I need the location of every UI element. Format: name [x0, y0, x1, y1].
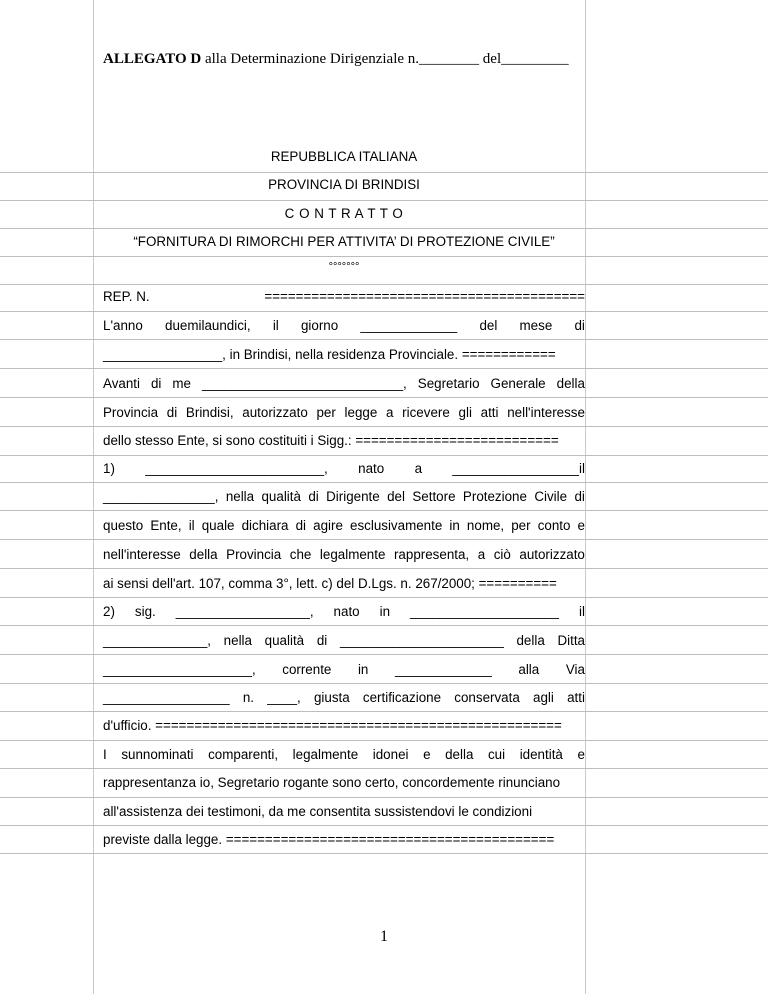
rule-line [0, 625, 768, 626]
rule-line [0, 339, 768, 340]
word: legalmente [292, 747, 359, 762]
word: di [295, 518, 307, 533]
rule-line [0, 510, 768, 511]
word: ricevere [402, 405, 450, 420]
word: della [189, 547, 218, 562]
word: legge [344, 405, 378, 420]
word: della [556, 376, 585, 391]
word: del [387, 489, 405, 504]
word: a [386, 405, 394, 420]
body-line-17: rappresentanza io, Segretario rogante sono certo, concordemente rinunciano [103, 775, 561, 790]
word: a [477, 547, 486, 562]
word: 2) [103, 604, 115, 619]
rule-line [0, 426, 768, 427]
word: questo [103, 518, 144, 533]
blank-field: ______________, [103, 633, 211, 648]
word: in [357, 662, 369, 677]
word: Dirigente [326, 489, 380, 504]
rule-line [0, 797, 768, 798]
word: alla [518, 662, 540, 677]
word: e [577, 518, 585, 533]
word: Protezione [462, 489, 527, 504]
word: rappresenta, [393, 547, 470, 562]
body-line-13 [103, 662, 585, 678]
rep-fill: ========================================= [264, 289, 585, 304]
rule-line [0, 768, 768, 769]
blank-field: ____________________, [103, 662, 256, 677]
blank-field: ___________________________, [201, 376, 407, 391]
blank-field: _______________, [103, 489, 219, 504]
body-line-15: d'ufficio. ==================================================== [103, 718, 562, 733]
word: di [166, 405, 178, 420]
word: giorno [300, 318, 339, 333]
word: Provincia [103, 405, 159, 420]
word: nell'interesse [507, 405, 585, 420]
word: L'anno [103, 318, 143, 333]
body-line-14 [103, 690, 585, 706]
rule-line [0, 853, 768, 854]
word: a [414, 461, 423, 476]
rule-line [0, 455, 768, 456]
word: conto [537, 518, 571, 533]
body-line-3 [103, 376, 585, 392]
word: duemilaundici, [165, 318, 251, 333]
word: quale [201, 518, 235, 533]
word: nell'interesse [103, 547, 181, 562]
word: nome, [466, 518, 505, 533]
word: del [479, 318, 498, 333]
rule-line [0, 711, 768, 712]
word: Ente, [150, 518, 182, 533]
word: e [423, 747, 431, 762]
word: della [516, 633, 545, 648]
left-margin-line [93, 0, 94, 994]
word: agire [313, 518, 343, 533]
rule-line [0, 172, 768, 173]
word: nella [223, 633, 252, 648]
word: atti [567, 690, 585, 705]
word: 1) [103, 461, 115, 476]
rule-line [0, 397, 768, 398]
republic-title: REPUBBLICA ITALIANA [270, 149, 418, 164]
word: che [289, 547, 312, 562]
word: Generale [490, 376, 546, 391]
word: di [574, 489, 585, 504]
word: Via [565, 662, 585, 677]
rule-line [0, 740, 768, 741]
word: giusta [313, 690, 350, 705]
body-line-8 [103, 518, 585, 534]
word: di [316, 633, 328, 648]
rule-line [0, 228, 768, 229]
word: in [379, 604, 391, 619]
word: Brindisi, [185, 405, 234, 420]
word: per [316, 405, 336, 420]
word: gli [458, 405, 472, 420]
word: nella [225, 489, 255, 504]
word: esclusivamente [350, 518, 443, 533]
rule-line [0, 683, 768, 684]
rule-line [0, 368, 768, 369]
body-line-19: previste dalla legge. ========================================== [103, 832, 555, 847]
word: certificazione [362, 690, 442, 705]
word: legalmente [319, 547, 386, 562]
body-line-18: all'assistenza dei testimoni, da me consentita sussistendovi le condizioni [103, 804, 533, 819]
word: nato [358, 461, 385, 476]
body-line-6 [103, 461, 585, 477]
blank-field: _________________il [452, 461, 585, 476]
contract-title: C O N T R A T T O [284, 206, 404, 221]
rule-line [0, 825, 768, 826]
word: della [445, 747, 474, 762]
word: corrente [282, 662, 332, 677]
word: Segretario [417, 376, 480, 391]
header-rest: alla Determinazione Dirigenziale n.________ del_________ [201, 51, 569, 67]
word: dichiara [241, 518, 289, 533]
word: Provincia [226, 547, 282, 562]
page-number: 1 [380, 928, 388, 945]
blank-field: ______________________ [339, 633, 504, 648]
word: agli [533, 690, 554, 705]
province-title: PROVINCIA DI BRINDISI [268, 177, 420, 192]
blank-field: _____________ [394, 662, 492, 677]
body-line-16 [103, 747, 585, 763]
word: identità [519, 747, 563, 762]
word: sunnominati [121, 747, 194, 762]
word: conservata [454, 690, 520, 705]
body-line-5: dello stesso Ente, si sono costituiti i Sigg.: ========================== [103, 433, 559, 448]
body-line-1 [103, 318, 585, 334]
word: Civile [534, 489, 568, 504]
blank-field: ____________________ [410, 604, 559, 619]
word: atti [480, 405, 499, 420]
blank-field: __________________, [175, 604, 314, 619]
blank-field: _________________ [103, 690, 230, 705]
rule-line [0, 482, 768, 483]
rep-label: REP. N. [103, 289, 150, 304]
ornament: °°°°°°° [328, 261, 360, 273]
body-line-2: ________________, in Brindisi, nella residenza Provinciale. ============ [103, 347, 556, 362]
body-line-4 [103, 405, 585, 421]
word: autorizzato [242, 405, 308, 420]
rule-line [0, 284, 768, 285]
word: comparenti, [208, 747, 279, 762]
body-line-9 [103, 547, 585, 563]
word: di [150, 376, 162, 391]
word: il [579, 604, 585, 619]
rule-line [0, 311, 768, 312]
right-margin-line [585, 0, 586, 994]
body-line-12 [103, 633, 585, 649]
body-line-11 [103, 604, 585, 620]
word: cui [487, 747, 506, 762]
rule-line [0, 200, 768, 201]
body-line-10: ai sensi dell'art. 107, comma 3°, lett. c) del D.Lgs. n. 267/2000; ========== [103, 576, 557, 591]
word: n. [242, 690, 254, 705]
word: idonei [372, 747, 409, 762]
word: ciò [493, 547, 511, 562]
document-header [103, 51, 569, 68]
word: di [308, 489, 319, 504]
word: il [188, 518, 195, 533]
word: mese [519, 318, 553, 333]
word: Avanti [103, 376, 140, 391]
word: qualità [261, 489, 301, 504]
body-line-7 [103, 489, 585, 505]
word: in [449, 518, 460, 533]
word: e [577, 747, 585, 762]
blank-field: _____________ [360, 318, 458, 333]
blank-field: ____, [267, 690, 301, 705]
word: Ditta [557, 633, 585, 648]
contract-subject: “FORNITURA DI RIMORCHI PER ATTIVITA’ DI PROTEZIONE CIVILE” [133, 234, 555, 249]
blank-field: ________________________, [145, 461, 328, 476]
rule-line [0, 568, 768, 569]
word: I [103, 747, 107, 762]
word: qualità [264, 633, 305, 648]
rep-line [103, 289, 585, 305]
word: Settore [412, 489, 456, 504]
word: sig. [134, 604, 156, 619]
word: me [172, 376, 191, 391]
rule-line [0, 654, 768, 655]
word: per [511, 518, 531, 533]
word: autorizzato [519, 547, 585, 562]
rule-line [0, 256, 768, 257]
word: il [272, 318, 279, 333]
word: di [574, 318, 585, 333]
word: nato [333, 604, 360, 619]
header-bold: ALLEGATO D [103, 51, 202, 67]
rule-line [0, 597, 768, 598]
rule-line [0, 539, 768, 540]
